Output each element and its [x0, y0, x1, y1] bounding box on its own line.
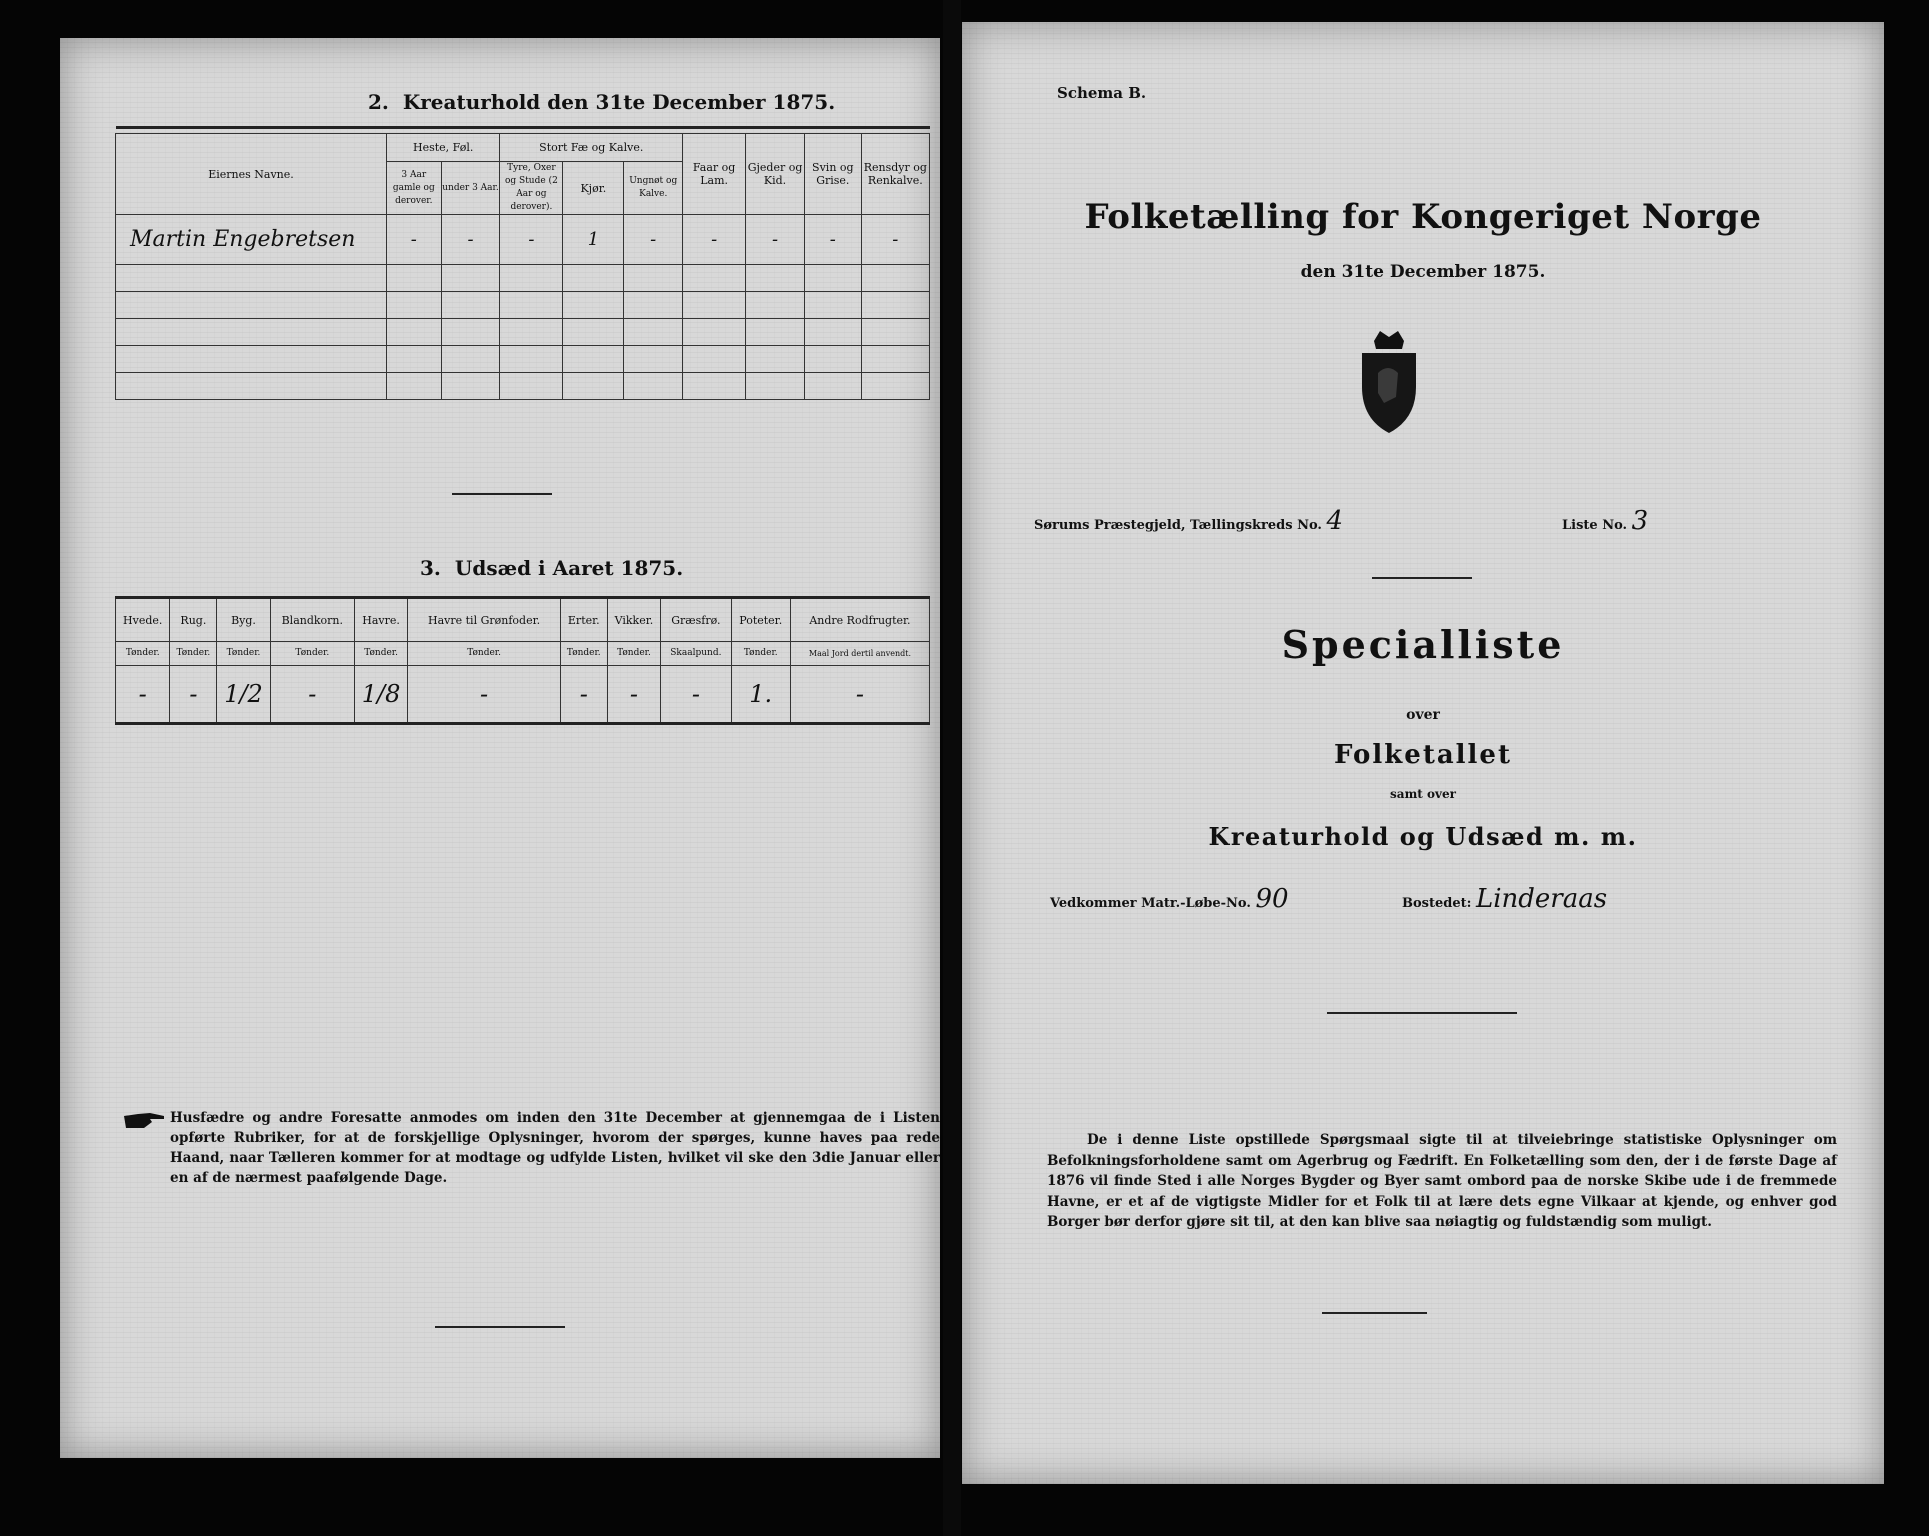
- seed-col-unit: Maal Jord dertil anvendt.: [790, 642, 929, 666]
- seed-value: -: [790, 666, 929, 724]
- seed-col-unit: Tønder.: [270, 642, 354, 666]
- seed-table: [115, 596, 930, 725]
- livestock-table: [115, 126, 930, 400]
- bosted-value: Linderaas: [1475, 884, 1608, 914]
- table-row: [116, 265, 930, 292]
- seed-col-name: Hvede.: [116, 598, 170, 642]
- right-page: [962, 22, 1884, 1484]
- owner-name: Martin Engebretsen: [116, 215, 387, 265]
- livestock-heading: [368, 90, 835, 114]
- seed-value: -: [661, 666, 731, 724]
- over-label: over: [1406, 707, 1440, 723]
- explanatory-paragraph: De i denne Liste opstillede Spørgsmaal sigte til at tilveiebringe statistiske Oplysninger om Befolkningsforholdene samt om Agerbrug og Fædrift. En Folketælling som den, der i de første Dage af 1876 vil finde Sted i alle Norges Bygder og Byer samt ombord paa de norske Skibe ude i de fremmede Havne, er et af de vigtigste Midler for et Folk til at lære dets egne Vilkaar at kjende, og enhver god Borger bør derfor gjøre sit til, at den kan blive saa nøiagtig og fuldstændig som muligt.: [1047, 1132, 1837, 1230]
- col-goats: Gjeder og Kid.: [746, 134, 805, 215]
- seed-col-name: Blandkorn.: [270, 598, 354, 642]
- seed-col-unit: Tønder.: [408, 642, 561, 666]
- bosted-label: Bostedet:: [1402, 896, 1472, 911]
- table-row: [116, 346, 930, 373]
- seed-value: -: [560, 666, 607, 724]
- seed-col-unit: Tønder.: [560, 642, 607, 666]
- seed-value: 1/8: [354, 666, 407, 724]
- seed-value: -: [170, 666, 217, 724]
- schema-label: Schema B.: [1057, 84, 1147, 102]
- seed-col-name: Rug.: [170, 598, 217, 642]
- seed-value: -: [607, 666, 660, 724]
- list-value: 3: [1631, 506, 1649, 536]
- sub-oxen: Tyre, Oxer og Stude (2 Aar og derover).: [500, 162, 563, 215]
- divider: [452, 493, 552, 495]
- col-owner: Eiernes Navne.: [116, 134, 387, 215]
- livestock-number: 2.: [368, 90, 389, 114]
- seed-value: 1.: [731, 666, 790, 724]
- table-row: [116, 319, 930, 346]
- list-line: [1562, 506, 1648, 536]
- parish-line: [1034, 506, 1343, 536]
- seed-value: -: [116, 666, 170, 724]
- cell-cows: 1: [563, 215, 624, 265]
- col-reindeer: Rensdyr og Renkalve.: [861, 134, 929, 215]
- special-list-title: Specialliste: [1281, 622, 1565, 667]
- seed-col-unit: Tønder.: [607, 642, 660, 666]
- sub-horses-young: under 3 Aar.: [441, 162, 500, 215]
- seed-col-unit: Tønder.: [170, 642, 217, 666]
- seed-number: 3.: [420, 556, 441, 580]
- seed-col-unit: Tønder.: [217, 642, 270, 666]
- table-row: [116, 292, 930, 319]
- cell-young-cattle: -: [624, 215, 683, 265]
- parish-value: Sørums: [1034, 518, 1090, 533]
- table-row: [116, 666, 930, 724]
- seed-value: -: [408, 666, 561, 724]
- census-title: Folketælling for Kongeriget Norge: [1084, 197, 1762, 237]
- matr-value: 90: [1255, 884, 1289, 914]
- seed-col-name: Byg.: [217, 598, 270, 642]
- parish-label: Præstegjeld,: [1093, 518, 1186, 533]
- district-label: Tællingskreds No.: [1190, 518, 1322, 533]
- seed-col-name: Havre.: [354, 598, 407, 642]
- livestock-seed-label: Kreaturhold og Udsæd m. m.: [1208, 822, 1638, 851]
- folketallet-label: Folketallet: [1334, 740, 1512, 770]
- instruction-note: Husfædre og andre Foresatte anmodes om inden den 31te December at gjennemgaa de i Listen opførte Rubriker, for at de forskjellige Oplysninger, hvorom der spørges, kunne haves paa rede Haand, naar Tælleren kommer for at modtage og udfylde Listen, hvilket vil ske den 3die Januar eller en af de nærmest paafølgende Dage.: [170, 1110, 940, 1186]
- cell-horses-young: -: [441, 215, 500, 265]
- matr-line: [1050, 884, 1289, 914]
- bosted-line: [1402, 884, 1607, 914]
- cell-reindeer: -: [861, 215, 929, 265]
- table-row: [116, 215, 930, 265]
- livestock-heading-text: Kreaturhold den 31te December 1875.: [402, 90, 836, 114]
- left-page: [60, 38, 940, 1458]
- cell-horses-old: -: [386, 215, 441, 265]
- seed-heading-text: Udsæd i Aaret 1875.: [454, 556, 684, 580]
- sub-young-cattle: Ungnøt og Kalve.: [624, 162, 683, 215]
- cell-pigs: -: [804, 215, 861, 265]
- seed-col-name: Havre til Grønfoder.: [408, 598, 561, 642]
- group-cattle: Stort Fæ og Kalve.: [500, 134, 683, 162]
- seed-value: -: [270, 666, 354, 724]
- seed-col-unit: Tønder.: [731, 642, 790, 666]
- list-label: Liste No.: [1562, 518, 1628, 533]
- seed-heading: [420, 556, 683, 580]
- matr-label: Vedkommer Matr.-Løbe-No.: [1050, 896, 1251, 911]
- book-spine: [943, 0, 961, 1536]
- table-row: [116, 373, 930, 400]
- pointing-hand-icon: [122, 1110, 167, 1132]
- samt-over-label: samt over: [1390, 787, 1456, 801]
- col-sheep: Faar og Lam.: [683, 134, 746, 215]
- cell-oxen: -: [500, 215, 563, 265]
- sub-horses-old: 3 Aar gamle og derover.: [386, 162, 441, 215]
- seed-col-unit: Tønder.: [354, 642, 407, 666]
- census-date: den 31te December 1875.: [1300, 262, 1546, 282]
- district-value: 4: [1326, 506, 1344, 536]
- col-pigs: Svin og Grise.: [804, 134, 861, 215]
- coat-of-arms-icon: [1344, 327, 1434, 437]
- cell-goats: -: [746, 215, 805, 265]
- seed-col-name: Poteter.: [731, 598, 790, 642]
- seed-value: 1/2: [217, 666, 270, 724]
- divider: [435, 1326, 565, 1328]
- divider: [1322, 1312, 1427, 1314]
- seed-col-name: Erter.: [560, 598, 607, 642]
- seed-col-name: Vikker.: [607, 598, 660, 642]
- seed-col-unit: Tønder.: [116, 642, 170, 666]
- seed-col-name: Græsfrø.: [661, 598, 731, 642]
- sub-cows: Kjør.: [563, 162, 624, 215]
- divider: [1372, 577, 1472, 579]
- cell-sheep: -: [683, 215, 746, 265]
- divider: [1327, 1012, 1517, 1014]
- group-horses: Heste, Føl.: [386, 134, 499, 162]
- seed-col-name: Andre Rodfrugter.: [790, 598, 929, 642]
- seed-col-unit: Skaalpund.: [661, 642, 731, 666]
